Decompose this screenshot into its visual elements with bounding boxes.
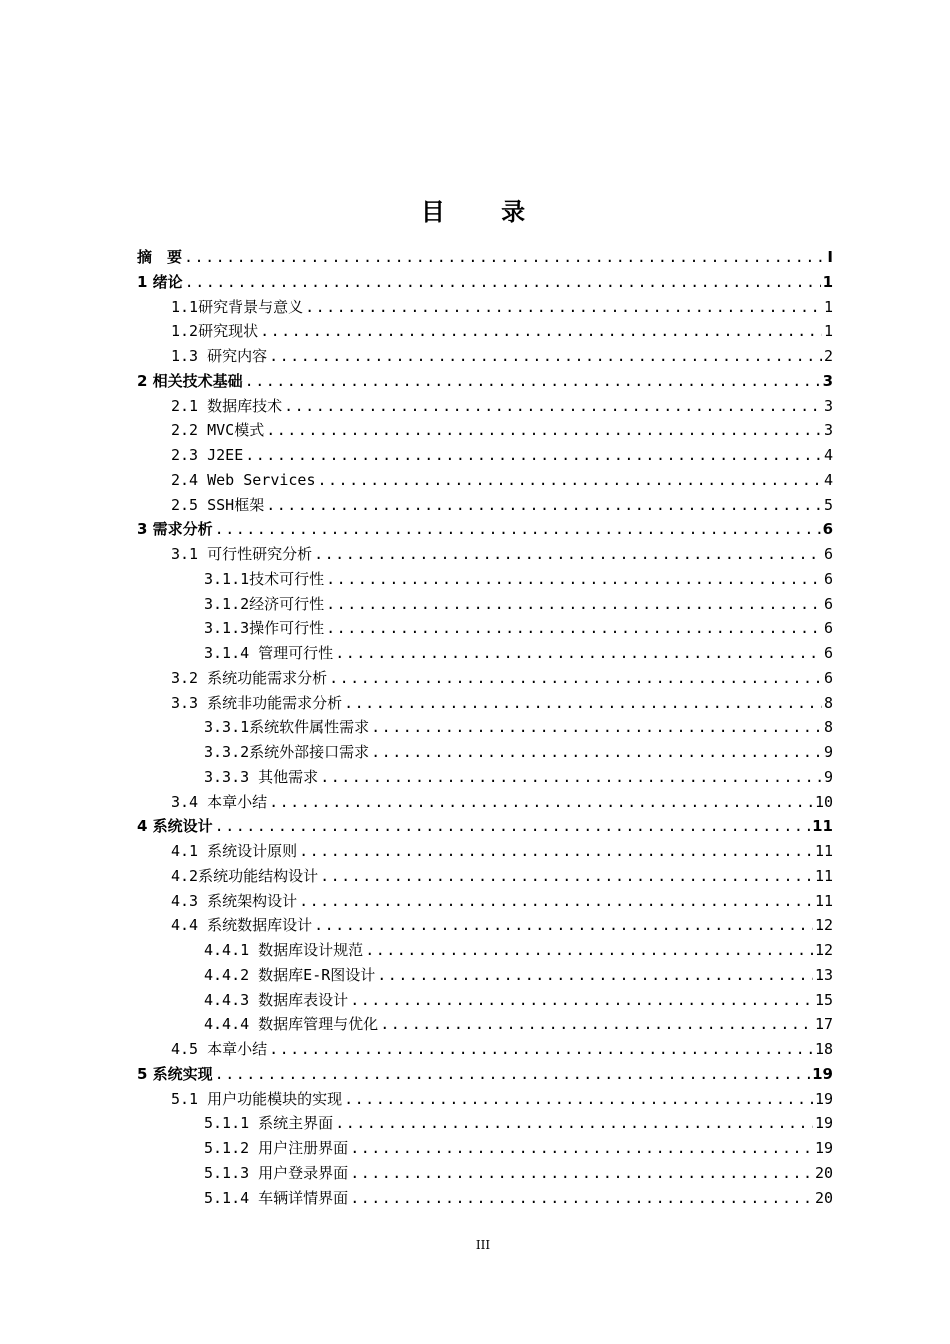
toc-entry-label: 4.4.4 数据库管理与优化 — [204, 1015, 379, 1034]
toc-entry-label: 3.3.1系统软件属性需求 — [204, 718, 370, 737]
toc-entry-label: 2.4 Web Services — [171, 470, 316, 489]
toc-leader-dots — [371, 715, 822, 739]
toc-entry-1[interactable] — [137, 270, 833, 295]
toc-entry-page: 20 — [814, 1188, 833, 1207]
toc-leader-dots — [320, 864, 813, 888]
toc-entry-page: 19 — [814, 1114, 833, 1133]
toc-entry-20[interactable] — [137, 740, 833, 765]
toc-leader-dots — [326, 616, 822, 640]
toc-entry-label: 5.1 用户功能模块的实现 — [171, 1089, 343, 1108]
toc-entry-label: 3.1.3操作可行性 — [204, 619, 325, 638]
toc-entry-page: 6 — [822, 520, 833, 539]
toc-leader-dots — [344, 691, 822, 715]
toc-entry-30[interactable] — [137, 988, 833, 1013]
toc-entry-page: 11 — [814, 866, 833, 885]
toc-entry-15[interactable] — [137, 616, 833, 641]
toc-entry-29[interactable] — [137, 963, 833, 988]
toc-leader-dots — [305, 295, 822, 319]
toc-leader-dots — [350, 1136, 813, 1160]
table-of-contents — [137, 245, 833, 1210]
toc-entry-label: 3.2 系统功能需求分析 — [171, 668, 328, 687]
toc-entry-label: 1.3 研究内容 — [171, 347, 268, 365]
toc-entry-label: 5 系统实现 — [137, 1064, 213, 1083]
toc-entry-label: 4.4 系统数据库设计 — [171, 916, 313, 935]
toc-entry-25[interactable] — [137, 864, 833, 889]
toc-entry-10[interactable] — [137, 493, 833, 518]
toc-leader-dots — [245, 369, 821, 393]
toc-entry-page: 3 — [823, 396, 833, 415]
toc-entry-37[interactable] — [137, 1161, 833, 1186]
toc-leader-dots — [184, 245, 825, 269]
toc-leader-dots — [326, 567, 822, 591]
toc-entry-page: 19 — [812, 1064, 833, 1083]
toc-entry-5[interactable] — [137, 369, 833, 394]
toc-entry-label: 4.4.2 数据库E-R图设计 — [204, 965, 376, 984]
toc-entry-page: 6 — [823, 668, 833, 687]
toc-entry-page: 1 — [823, 297, 833, 316]
toc-leader-dots — [314, 542, 822, 566]
toc-leader-dots — [318, 468, 822, 492]
toc-entry-page: 6 — [823, 569, 833, 588]
toc-entry-page: 6 — [823, 545, 833, 563]
toc-entry-label: 2.2 MVC模式 — [171, 421, 265, 440]
toc-entry-33[interactable] — [137, 1062, 833, 1087]
toc-entry-page: 3 — [823, 421, 833, 440]
toc-entry-page: 4 — [823, 446, 833, 464]
toc-entry-23[interactable] — [137, 814, 833, 839]
toc-entry-label: 3.1.1技术可行性 — [204, 569, 325, 588]
toc-entry-page: 10 — [814, 792, 833, 811]
toc-entry-page: 19 — [814, 1139, 833, 1157]
toc-entry-16[interactable] — [137, 641, 833, 666]
page-title: 目 录 — [420, 198, 550, 226]
toc-leader-dots — [215, 517, 821, 541]
toc-entry-page: 3 — [822, 371, 833, 390]
toc-entry-35[interactable] — [137, 1111, 833, 1136]
toc-entry-label: 3.4 本章小结 — [171, 792, 268, 811]
toc-leader-dots — [380, 1012, 813, 1036]
toc-leader-dots — [335, 641, 822, 665]
toc-leader-dots — [365, 938, 813, 962]
toc-leader-dots — [269, 1037, 813, 1061]
toc-leader-dots — [266, 493, 822, 517]
toc-entry-page: 9 — [823, 743, 833, 761]
toc-entry-page: 11 — [812, 817, 833, 836]
toc-leader-dots — [260, 319, 822, 343]
toc-leader-dots — [215, 1062, 810, 1086]
toc-entry-label: 2.1 数据库技术 — [171, 396, 283, 415]
toc-leader-dots — [245, 443, 822, 467]
toc-entry-page: 6 — [823, 644, 833, 662]
toc-entry-0[interactable] — [137, 245, 833, 270]
toc-entry-page: 19 — [814, 1089, 833, 1108]
toc-leader-dots — [335, 1111, 813, 1135]
toc-entry-page: 1 — [823, 322, 833, 341]
toc-leader-dots — [299, 839, 813, 863]
toc-entry-2[interactable] — [137, 295, 833, 320]
toc-entry-11[interactable] — [137, 517, 833, 542]
toc-entry-27[interactable] — [137, 913, 833, 938]
toc-entry-19[interactable] — [137, 715, 833, 740]
toc-leader-dots — [329, 666, 822, 690]
toc-entry-12[interactable] — [137, 542, 833, 567]
toc-leader-dots — [299, 889, 813, 913]
toc-entry-3[interactable] — [137, 319, 833, 344]
toc-entry-page: 12 — [814, 941, 833, 959]
toc-entry-22[interactable] — [137, 790, 833, 815]
toc-entry-38[interactable] — [137, 1186, 833, 1211]
toc-entry-label: 5.1.2 用户注册界面 — [204, 1139, 349, 1157]
toc-leader-dots — [350, 1161, 813, 1185]
toc-entry-page: 9 — [823, 767, 833, 786]
toc-leader-dots — [320, 765, 822, 789]
toc-entry-page: 2 — [823, 347, 833, 365]
toc-entry-32[interactable] — [137, 1037, 833, 1062]
toc-entry-13[interactable] — [137, 567, 833, 592]
toc-entry-page: 15 — [814, 990, 833, 1009]
toc-entry-28[interactable] — [137, 938, 833, 963]
toc-entry-36[interactable] — [137, 1136, 833, 1161]
toc-leader-dots — [215, 814, 810, 838]
toc-entry-label: 4.1 系统设计原则 — [171, 842, 298, 860]
toc-entry-page: I — [827, 248, 833, 266]
toc-entry-label: 5.1.4 车辆详情界面 — [204, 1188, 349, 1207]
toc-entry-label: 3.3.2系统外部接口需求 — [204, 743, 370, 761]
toc-entry-31[interactable] — [137, 1012, 833, 1037]
toc-entry-label: 3.3.3 其他需求 — [204, 767, 319, 786]
toc-entry-label: 4.5 本章小结 — [171, 1040, 268, 1058]
toc-entry-label: 1 绪论 — [137, 272, 183, 291]
toc-entry-label: 3.3 系统非功能需求分析 — [171, 693, 343, 712]
toc-entry-label: 4.4.3 数据库表设计 — [204, 990, 349, 1009]
toc-leader-dots — [350, 988, 813, 1012]
toc-entry-6[interactable] — [137, 394, 833, 419]
toc-entry-34[interactable] — [137, 1087, 833, 1112]
toc-entry-17[interactable] — [137, 666, 833, 691]
toc-entry-page: 1 — [822, 272, 833, 291]
toc-entry-8[interactable] — [137, 443, 833, 468]
toc-entry-page: 18 — [814, 1040, 833, 1058]
toc-entry-page: 13 — [814, 965, 833, 984]
toc-entry-21[interactable] — [137, 765, 833, 790]
toc-leader-dots — [284, 394, 822, 418]
toc-entry-label: 2.5 SSH框架 — [171, 495, 265, 514]
toc-leader-dots — [377, 963, 813, 987]
toc-entry-label: 3 需求分析 — [137, 520, 213, 539]
footer-page-number: III — [475, 1238, 491, 1252]
toc-leader-dots — [371, 740, 822, 764]
toc-entry-24[interactable] — [137, 839, 833, 864]
toc-entry-7[interactable] — [137, 418, 833, 443]
toc-entry-label: 1.2研究现状 — [171, 322, 259, 341]
toc-entry-page: 6 — [823, 594, 833, 613]
toc-entry-label: 摘 要 — [137, 248, 183, 266]
toc-entry-label: 2.3 J2EE — [171, 446, 244, 464]
toc-entry-label: 4.2系统功能结构设计 — [171, 866, 319, 885]
toc-entry-page: 8 — [823, 693, 833, 712]
toc-entry-page: 6 — [823, 619, 833, 638]
toc-entry-label: 3.1.4 管理可行性 — [204, 644, 334, 662]
toc-entry-page: 11 — [814, 891, 833, 910]
toc-entry-label: 1.1研究背景与意义 — [171, 297, 304, 316]
toc-leader-dots — [269, 344, 822, 368]
toc-entry-26[interactable] — [137, 889, 833, 914]
toc-entry-label: 3.1 可行性研究分析 — [171, 545, 313, 563]
toc-entry-page: 17 — [814, 1015, 833, 1034]
toc-entry-page: 12 — [814, 916, 833, 935]
toc-leader-dots — [185, 270, 821, 294]
toc-leader-dots — [344, 1087, 813, 1111]
toc-leader-dots — [314, 913, 813, 937]
toc-leader-dots — [266, 418, 822, 442]
toc-entry-label: 5.1.3 用户登录界面 — [204, 1163, 349, 1182]
toc-leader-dots — [269, 790, 813, 814]
toc-entry-label: 4.3 系统架构设计 — [171, 891, 298, 910]
toc-entry-9[interactable] — [137, 468, 833, 493]
toc-entry-page: 20 — [814, 1163, 833, 1182]
toc-entry-page: 8 — [823, 718, 833, 737]
toc-entry-18[interactable] — [137, 691, 833, 716]
toc-entry-page: 11 — [814, 842, 833, 860]
toc-entry-label: 2 相关技术基础 — [137, 371, 243, 390]
toc-leader-dots — [350, 1186, 813, 1210]
toc-leader-dots — [326, 592, 822, 616]
toc-entry-label: 3.1.2经济可行性 — [204, 594, 325, 613]
toc-entry-4[interactable] — [137, 344, 833, 369]
toc-entry-label: 4 系统设计 — [137, 817, 213, 836]
toc-entry-label: 4.4.1 数据库设计规范 — [204, 941, 364, 959]
toc-entry-page: 4 — [823, 470, 833, 489]
toc-entry-14[interactable] — [137, 592, 833, 617]
toc-entry-page: 5 — [823, 495, 833, 514]
toc-entry-label: 5.1.1 系统主界面 — [204, 1114, 334, 1133]
